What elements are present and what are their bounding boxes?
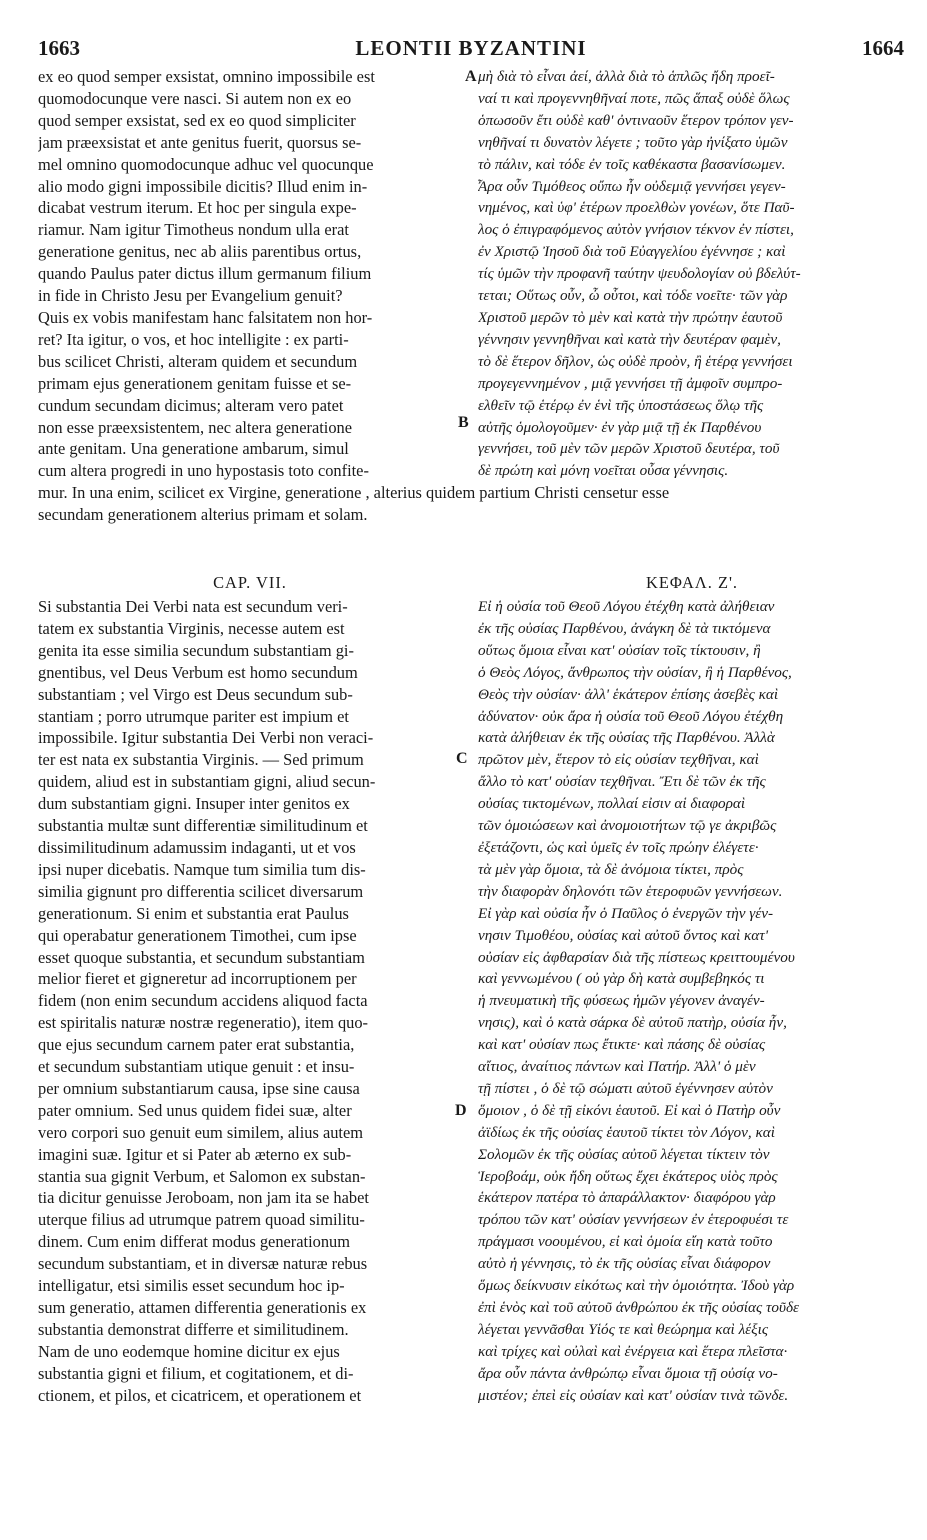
greek-line: πράγμασι νοουμένου, εἰ καὶ ὁμοία εἴη κατὰ τοῦτο xyxy=(478,1233,773,1251)
latin-line: dicabat vestrum iterum. Et hoc per singula expe- xyxy=(38,198,357,218)
greek-line: κατὰ ἀλήθειαν ἐκ τῆς οὐσίας τῆς Παρθένου. Ἀλλὰ xyxy=(478,729,775,747)
latin-line: alio modo gigni impossibile dicitis? Illud enim in- xyxy=(38,176,368,196)
greek-line: ἐκ τῆς οὐσίας Παρθένου, ἀνάγκη δὲ τὰ τικτόμενα xyxy=(478,619,771,637)
latin-line: imagini suæ. Igitur et si Pater ab æterno ex sub- xyxy=(38,1144,352,1164)
page-number-left: 1663 xyxy=(38,36,80,60)
latin-line: dum substantiam gigni. Insuper inter genitos ex xyxy=(38,794,350,814)
greek-line: Εἰ ἡ οὐσία τοῦ Θεοῦ Λόγου ἐτέχθη κατὰ ἀλήθειαν xyxy=(478,598,775,615)
margin-marker-d: D xyxy=(455,1102,467,1119)
greek-line: καὶ τρίχες καὶ οὐλαὶ καὶ ἐνέργεια καὶ ἕτερα πλεῖστα· xyxy=(478,1342,788,1360)
greek-column-section-1 xyxy=(478,66,906,482)
greek-line: οὐσίας τικτομένων, πολλαί εἰσιν αἱ διαφοραὶ xyxy=(478,795,746,813)
greek-line: πρῶτον μὲν, ἕτερον τὸ εἰς οὐσίαν τεχθῆναι, καὶ xyxy=(478,751,759,769)
latin-line: jam præexsistat et ante genitus fuerit, quorsus se- xyxy=(38,132,362,152)
latin-line: substantia demonstrat differre et similitudinem. xyxy=(38,1319,349,1339)
latin-line: substantia multæ sunt differentiæ similitudinum et xyxy=(38,816,368,836)
latin-line: genita ita esse similia secundum substantiam gi- xyxy=(38,640,354,660)
latin-line: dinem. Cum enim differat modus generationum xyxy=(38,1232,350,1252)
greek-line: αἴτιος, ἀναίτιος πάντων καὶ Πατήρ. Ἀλλ' ὁ μὲν xyxy=(478,1058,756,1076)
greek-line: ὅμως δείκνυσιν εἰκότως καὶ τὴν ὁμοιότητα. Ἰδοὺ γὰρ xyxy=(478,1277,795,1295)
greek-line: ἡ πνευματικὴ τῆς φύσεως ἡμῶν γέγονεν ἀναγέν- xyxy=(478,992,765,1010)
latin-line: substantiam ; vel Virgo est Deus secundum sub- xyxy=(38,684,353,704)
greek-line: καὶ γεννωμένου ( οὐ γὰρ δὴ κατὰ συμβεβηκός τι xyxy=(478,970,765,988)
latin-line: gnentibus, vel Deus Verbum est homo secundum xyxy=(38,662,358,682)
latin-line: cum altera progredi in uno hypostasis toto confite- xyxy=(38,461,369,481)
margin-marker-b: B xyxy=(458,414,469,431)
greek-line: γεννήσει, τοῦ μὲν τῶν μερῶν Χριστοῦ δευτέρα, τοῦ xyxy=(478,440,780,458)
latin-line: et secundum substantiam utique genuit : et insu- xyxy=(38,1057,355,1077)
greek-line: ὅμοιον , ὁ δὲ τῇ εἰκόνι ἑαυτοῦ. Εἰ καὶ ὁ Πατὴρ οὖν xyxy=(478,1101,781,1119)
greek-line: καὶ κατ' οὐσίαν πως ἔτικτε· καὶ πάσης δὲ οὐσίας xyxy=(478,1036,766,1054)
greek-line: ναί τι καὶ προγεννηθῆναί ποτε, πῶς ἅπαξ οὐδὲ ὅλως xyxy=(478,89,790,107)
latin-line: ante genitam. Una generatione ambarum, simul xyxy=(38,439,349,459)
greek-line: ελθεῖν τῷ ἑτέρῳ ἐν ἑνὶ τῆς ὑποστάσεως ὅλῳ τῆς xyxy=(478,396,764,414)
greek-line: τὸ πάλιν, καὶ τόδε ἐν τοῖς καθέκαστα βασανίσωμεν. xyxy=(478,155,786,173)
greek-line: αὐτὸ ἡ γέννησις, τὸ ἐκ τῆς οὐσίας εἶναι διάφορον xyxy=(478,1255,771,1273)
full-line: mur. In una enim, scilicet ex Virgine, generatione , alterius quidem partium Christi censetur esse xyxy=(38,483,670,502)
latin-line: secundum substantiam, et in diversæ naturæ rebus xyxy=(38,1254,368,1274)
latin-line: ter est nata ex substantia Virginis. — Sed primum xyxy=(38,750,364,770)
greek-line: ὁ Θεὸς Λόγος, ἄνθρωπος τὴν οὐσίαν, ἢ ἡ Παρθένος, xyxy=(478,663,792,681)
latin-line: quando Paulus pater dictus illum germanum filium xyxy=(38,264,372,284)
greek-line: Θεὸς τὴν οὐσίαν· ἀλλ' ἑκάτερον ἐπίσης ἀσεβὲς καὶ xyxy=(478,685,779,703)
latin-line: sum generatio, attamen differentia generationis ex xyxy=(38,1298,367,1317)
latin-line: vero corpori suo genuit eum similem, alius autem xyxy=(38,1122,364,1142)
latin-line: primam ejus generationem genitam fuisse et se- xyxy=(38,373,352,393)
greek-line: ἄλλο τὸ κατ' οὐσίαν τεχθῆναι. Ἔτι δὲ τῶν ἐκ τῆς xyxy=(478,773,766,791)
greek-line: τὸ δὲ ἕτερον δῆλον, ὡς οὐδὲ προὸν, ἢ ἑτέρᾳ γεννήσει xyxy=(478,352,793,370)
greek-line: νηθῆναί τι δυνατὸν λέγετε ; τοῦτο γὰρ ἠνίξατο ὑμῶν xyxy=(478,133,788,151)
greek-line: δὲ πρώτη καὶ μόνη νοεῖται οὖσα γέννησις. xyxy=(478,462,729,480)
latin-line: ex eo quod semper exsistat, omnino impossibile est xyxy=(38,67,375,86)
full-line: secundam generationem alterius primam et solam. xyxy=(38,504,368,524)
latin-line: riamur. Nam igitur Timotheus nondum ulla erat xyxy=(38,220,349,240)
latin-line: esset quoque substantia, et secundum substantiam xyxy=(38,947,365,967)
greek-line: τὴν διαφορὰν δηλονότι τῶν ἑτεροφυῶν γεννήσεων. xyxy=(478,882,783,900)
latin-line: Quis ex vobis manifestam hanc falsitatem non hor- xyxy=(38,307,373,327)
latin-line: fidem (non enim secundum accidens aliquod facta xyxy=(38,991,368,1011)
greek-line: μιστέον; ἐπεὶ εἰς οὐσίαν καὶ κατ' οὐσίαν τινὰ τῶνδε. xyxy=(478,1386,789,1404)
greek-line: Εἰ γὰρ καὶ οὐσία ἦν ὁ Παῦλος ὁ ἐνεργῶν τὴν γέν- xyxy=(478,904,774,922)
greek-chapter-heading: ΚΕΦΑΛ. Ζ'. xyxy=(645,573,739,592)
latin-line: Si substantia Dei Verbi nata est secundum veri- xyxy=(38,597,348,616)
greek-line: προγεγεννημένον , μιᾷ γεννήσει τῇ ἀμφοῖν συμπρο- xyxy=(478,374,783,392)
latin-line: cundum secundam dicimus; alteram vero patet xyxy=(38,395,344,415)
greek-line: γέννησιν γεννηθῆναι καὶ κατὰ τὴν δευτέραν φαμὲν, xyxy=(478,330,781,348)
latin-line: generationum. Si enim et substantia erat Paulus xyxy=(38,903,349,923)
latin-line: mel omnino quomodocunque adhuc vel quocunque xyxy=(38,154,374,174)
latin-line: non esse præexsistentem, nec altera generatione xyxy=(38,417,353,437)
latin-line: quomodocunque vere nasci. Si autem non ex eo xyxy=(38,88,352,108)
latin-chapter-heading: CAP. VII. xyxy=(213,573,287,592)
latin-line: uterque filius ad utrumque patrem quoad similitu- xyxy=(38,1210,365,1230)
latin-line: Nam de uno eodemque homine dicitur ex ejus xyxy=(38,1341,340,1361)
greek-line: ἐν Χριστῷ Ἰησοῦ διὰ τοῦ Εὐαγγελίου ἐγέννησε ; καὶ xyxy=(478,243,786,261)
latin-line: generatione genitus, nec ab aliis parentibus ortus, xyxy=(38,242,362,262)
page-header xyxy=(38,34,904,64)
latin-line: ipsi nuper dicebatis. Namque tum similia tum dis- xyxy=(38,859,366,879)
greek-line: τρόπου τῶν κατ' οὐσίαν γεννήσεων ἐν ἑτεροφυέσι τε xyxy=(478,1211,789,1229)
margin-marker-a: A xyxy=(465,68,477,85)
greek-line: ἐξετάζοντι, ὡς καὶ ὑμεῖς ἐν τοῖς πρώην ἐλέγετε· xyxy=(478,838,759,856)
margin-marker-c: C xyxy=(456,750,468,767)
greek-line: Ἱεροβοάμ, οὐκ ἤδη οὕτως ἔχει ἑκάτερος υἱὸς πρὸς xyxy=(478,1167,778,1185)
greek-line: νησιν Τιμοθέου, οὐσίας καὶ αὐτοῦ ὄντος καὶ κατ' xyxy=(478,926,768,944)
page-number-right: 1664 xyxy=(862,36,904,60)
greek-line: οὕτως ὅμοια εἶναι κατ' οὐσίαν τοῖς τίκτουσιν, ἢ xyxy=(478,641,761,659)
latin-line: ctionem, et pilos, et cicatricem, et operationem et xyxy=(38,1385,362,1405)
greek-line: νησις), καὶ ὁ κατὰ σάρκα δὲ αὐτοῦ πατὴρ, οὐσία ἦν, xyxy=(478,1014,787,1032)
latin-line: tia dicitur genuisse Jeroboam, non jam ita se habet xyxy=(38,1188,369,1208)
greek-line: τὰ μὲν γὰρ ὅμοια, τὰ δὲ ἀνόμοια τίκτει, πρὸς xyxy=(478,860,744,878)
latin-line: stantiam ; porro utrumque pariter est impium et xyxy=(38,706,349,726)
greek-line: τεται; Οὕτως οὖν, ὦ οὗτοι, καὶ τόδε νοεῖτε· τῶν γὰρ xyxy=(478,287,788,305)
latin-line: in fide in Christo Jesu per Evangelium genuit? xyxy=(38,286,343,306)
latin-line: quidem, aliud est in substantiam gigni, aliud secun- xyxy=(38,772,376,792)
greek-line: ἀϊδίως ἐκ τῆς οὐσίας ἑαυτοῦ τίκτει τὸν Λόγον, καὶ xyxy=(478,1123,775,1141)
greek-line: Χριστοῦ μερῶν τὸ μὲν καὶ κατὰ τὴν πρώτην ἑαυτοῦ xyxy=(478,308,783,326)
latin-column-section-1 xyxy=(38,66,462,482)
greek-line: Σολομῶν ἐκ τῆς οὐσίας αὐτοῦ λέγεται τίκτειν τὸν xyxy=(478,1145,770,1163)
greek-column-section-2 xyxy=(478,596,906,1407)
greek-line: Ἆρα οὖν Τιμόθεος οὔπω ἦν οὐδεμιᾷ γεννήσει γεγεν- xyxy=(478,177,786,195)
latin-line: pater omnium. Sed unus quidem fidei suæ, alter xyxy=(38,1100,352,1120)
latin-line: stantia sua gignit Verbum, et Salomon ex substan- xyxy=(38,1166,366,1186)
latin-column-section-2 xyxy=(38,596,462,1407)
latin-line: qui operabatur generationem Timothei, cum ipse xyxy=(38,925,357,945)
greek-line: λος ὁ ἐπιγραφόμενος αὐτὸν γνήσιον τέκνον ἐν πίστει, xyxy=(478,221,794,239)
latin-line: est spiritalis naturæ nostræ regeneratio), item quo- xyxy=(38,1013,369,1033)
greek-line: οὐσίαν εἰς ἀφθαρσίαν διὰ τῆς πίστεως κρειττουμένου xyxy=(478,948,795,966)
latin-line: bus scilicet Christi, alteram quidem et secundum xyxy=(38,351,358,371)
greek-line: λέγεται γεννᾶσθαι Υἱός τε καὶ θεώρημα καὶ λέξις xyxy=(478,1320,769,1338)
latin-line: impossibile. Igitur substantia Dei Verbi non veraci- xyxy=(38,728,374,748)
greek-line: τῇ πίστει , ὁ δὲ τῷ σώματι αὐτοῦ ἐγέννησεν αὐτὸν xyxy=(478,1079,773,1097)
greek-line: ἄρα οὖν πάντα ἀνθρώπῳ εἶναι ὅμοια τῇ οὐσίᾳ νο- xyxy=(478,1364,778,1382)
latin-line: substantia gigni et filium, et cogitationem, et di- xyxy=(38,1363,354,1383)
greek-line: ἀδύνατον· οὐκ ἄρα ἡ οὐσία τοῦ Θεοῦ Λόγου ἐτέχθη xyxy=(478,707,784,725)
greek-line: ἐπὶ ἑνὸς καὶ τοῦ αὐτοῦ ἀνθρώπου ἐκ τῆς οὐσίας τοῦδε xyxy=(478,1299,799,1316)
full-width-text xyxy=(38,482,906,526)
greek-line: τίς ὑμῶν τὴν προφανῆ ταύτην ψευδολογίαν οὐ βδελύτ- xyxy=(478,265,801,283)
greek-line: ἑκάτερον πατέρα τὸ ἀπαράλλακτον· διαφόρου γὰρ xyxy=(478,1189,776,1207)
latin-line: que ejus secundum carnem pater erat substantia, xyxy=(38,1035,355,1055)
running-title: LEONTII BYZANTINI xyxy=(355,36,587,60)
greek-line: αὐτῆς ὁμολογοῦμεν· ἐν γὰρ μιᾷ τῇ ἐκ Παρθένου xyxy=(478,418,762,436)
latin-line: intelligatur, etsi similis esset secundum hoc ip- xyxy=(38,1276,345,1296)
latin-line: melior fieret et gigneretur ad incorruptionem per xyxy=(38,969,357,989)
latin-line: per omnium substantiarum causa, ipse sine causa xyxy=(38,1078,360,1098)
greek-line: ὁπωσοῦν ἔτι οὐδὲ καθ' ὀντιναοῦν ἕτερον τρόπον γεν- xyxy=(478,111,794,129)
latin-line: tatem ex substantia Virginis, necesse autem est xyxy=(38,618,345,638)
greek-line: μὴ διὰ τὸ εἶναι ἀεί, ἀλλὰ διὰ τὸ ἁπλῶς ἤδη προεῖ- xyxy=(478,68,775,85)
latin-line: quod semper exsistat, sed ex eo quod simpliciter xyxy=(38,110,356,130)
greek-line: νημένος, καὶ ὑφ' ἑτέρων προελθὼν γονέων, ὅτε Παῦ- xyxy=(478,199,795,217)
latin-line: similia gignunt pro differentia scilicet diversarum xyxy=(38,881,364,901)
latin-line: ret? Ita igitur, o vos, et hoc intelligite : ex parti- xyxy=(38,329,349,349)
greek-line: τῶν ὁμοιώσεων καὶ ἀνομοιοτήτων τῷ γε ἀκριβῶς xyxy=(478,817,777,835)
latin-line: dissimilitudinum adamussim indaganti, ut et vos xyxy=(38,837,356,857)
